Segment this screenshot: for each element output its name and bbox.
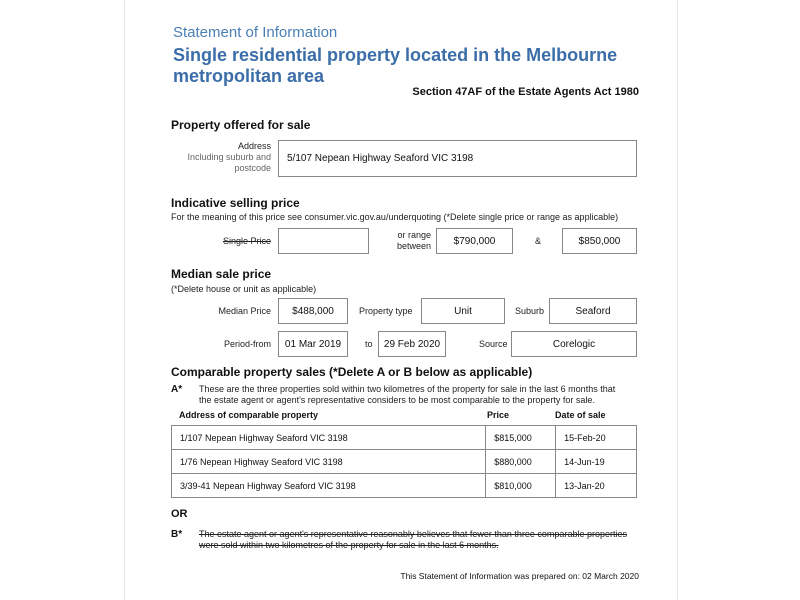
- row-price: $880,000: [486, 450, 556, 474]
- source-label: Source: [479, 339, 508, 349]
- table-row: [172, 426, 637, 450]
- period-to-label: to: [365, 339, 373, 349]
- address-label: Address: [237, 141, 271, 151]
- table-row: [172, 450, 637, 474]
- option-b-marker: B*: [171, 529, 183, 540]
- column-header-address: Address of comparable property: [179, 410, 319, 420]
- range-label: or range between: [396, 230, 431, 251]
- range-low-value: $790,000: [453, 235, 496, 247]
- row-date: 15-Feb-20: [556, 426, 637, 450]
- option-a-text: These are the three properties sold within two kilometres of the property for sale in the last 6 months that the estate agent or agent's representative considers to be most comparable to the property for sale.: [199, 384, 616, 405]
- row-price: $810,000: [486, 474, 556, 498]
- indicative-price-title: Indicative selling price: [171, 196, 300, 210]
- address-value: 5/107 Nepean Highway Seaford VIC 3198: [287, 153, 474, 164]
- or-label: OR: [171, 508, 188, 520]
- column-header-date: Date of sale: [555, 410, 606, 420]
- single-price-field: [278, 228, 369, 254]
- property-type-field: [421, 298, 505, 324]
- period-to-value: 29 Feb 2020: [383, 338, 441, 350]
- period-from-value: 01 Mar 2019: [284, 338, 342, 350]
- row-address: 1/76 Nepean Highway Seaford VIC 3198: [172, 450, 486, 474]
- property-section-title: Property offered for sale: [171, 118, 311, 132]
- row-date: 14-Jun-19: [556, 450, 637, 474]
- row-date: 13-Jan-20: [556, 474, 637, 498]
- table-row: [172, 474, 637, 498]
- period-from-label: Period-from: [223, 339, 271, 349]
- option-b-text: The estate agent or agent's representative reasonably believes that fewer than three comparable properties were sold within two kilometres of the property for sale in the last 6 months.: [199, 529, 627, 550]
- suburb-value: Seaford: [575, 305, 611, 317]
- act-reference: Section 47AF of the Estate Agents Act 1980: [412, 86, 639, 98]
- row-address: 1/107 Nepean Highway Seaford VIC 3198: [172, 426, 486, 450]
- comparable-section-title: Comparable property sales (*Delete A or B below as applicable): [171, 365, 533, 379]
- median-note: (*Delete house or unit as applicable): [171, 284, 317, 294]
- median-price-label: Median Price: [218, 306, 271, 316]
- median-price-field: [278, 298, 348, 324]
- row-price: $815,000: [486, 426, 556, 450]
- property-type-value: Unit: [454, 305, 472, 317]
- document-page: [124, 0, 678, 600]
- range-high-value: $850,000: [578, 235, 621, 247]
- address-field: [278, 140, 637, 177]
- suburb-field: [549, 298, 637, 324]
- document-type: Statement of Information: [173, 24, 338, 41]
- address-sublabel: Including suburb and postcode: [187, 152, 271, 173]
- source-value: Corelogic: [552, 338, 596, 350]
- indicative-price-note: For the meaning of this price see consumer.vic.gov.au/underquoting (*Delete single price or range as applicable): [171, 212, 619, 222]
- comparable-sales-table: [171, 425, 637, 498]
- period-from-field: [278, 331, 348, 357]
- prepared-date: This Statement of Information was prepared on: 02 March 2020: [400, 571, 639, 581]
- range-high-field: [562, 228, 637, 254]
- range-low-field: [436, 228, 513, 254]
- source-field: [511, 331, 637, 357]
- range-and: &: [535, 236, 542, 246]
- suburb-label: Suburb: [515, 306, 545, 316]
- single-price-label: Single Price: [222, 236, 271, 246]
- median-section-title: Median sale price: [171, 267, 272, 281]
- option-a-marker: A*: [171, 384, 183, 395]
- period-to-field: [378, 331, 446, 357]
- document-title: Single residential property located in the Melbourne metropolitan area: [173, 45, 618, 86]
- row-address: 3/39-41 Nepean Highway Seaford VIC 3198: [172, 474, 486, 498]
- column-header-price: Price: [487, 410, 510, 420]
- property-type-label: Property type: [359, 306, 413, 316]
- median-price-value: $488,000: [292, 305, 334, 317]
